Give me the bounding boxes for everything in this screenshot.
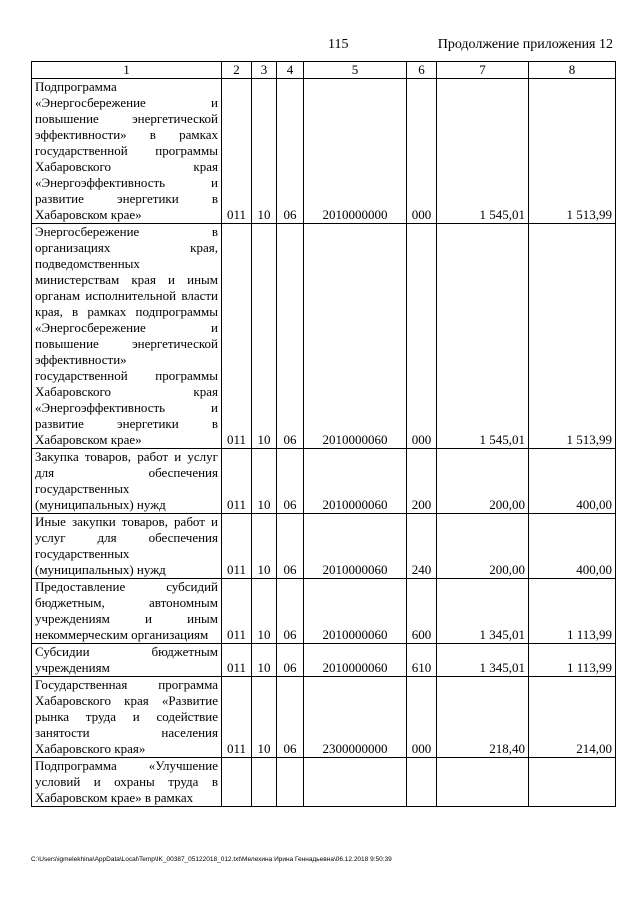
column-header: 8 (529, 62, 616, 79)
ministry-code (222, 758, 252, 807)
row-name: Иные закупки товаров, работ и услуг для обеспечения государственных (муниципальных) нужд (32, 514, 222, 579)
row-name: Подпрограмма «Энергосбережение и повышение энергетической эффективности» в рамках государственной программы Хабаровского края «Энергоэффективность и развитие энергетики в Хабаровском крае» (32, 79, 222, 224)
section-code: 10 (252, 677, 277, 758)
row-name: Закупка товаров, работ и услуг для обеспечения государственных (муниципальных) нужд (32, 449, 222, 514)
ministry-code: 011 (222, 449, 252, 514)
target-article-code (304, 758, 407, 807)
subsection-code: 06 (277, 79, 304, 224)
expense-type-code (407, 758, 437, 807)
section-code: 10 (252, 79, 277, 224)
table-row (32, 677, 616, 758)
ministry-code: 011 (222, 514, 252, 579)
expense-type-code: 000 (407, 79, 437, 224)
ministry-code: 011 (222, 79, 252, 224)
target-article-code: 2010000060 (304, 514, 407, 579)
amount-col8: 400,00 (529, 514, 616, 579)
table-row (32, 514, 616, 579)
table-row (32, 644, 616, 677)
column-header: 6 (407, 62, 437, 79)
column-header: 5 (304, 62, 407, 79)
table-row (32, 758, 616, 807)
row-name: Подпрограмма «Улучшение условий и охраны труда в Хабаровском крае» в рамках (32, 758, 222, 807)
budget-table (31, 61, 616, 807)
expense-type-code: 200 (407, 449, 437, 514)
amount-col8: 1 113,99 (529, 579, 616, 644)
amount-col7: 200,00 (437, 449, 529, 514)
section-code: 10 (252, 514, 277, 579)
ministry-code: 011 (222, 224, 252, 449)
amount-col8 (529, 758, 616, 807)
row-name: Энергосбережение в организациях края, подведомственных министерствам края и иным органам исполнительной власти края, в рамках подпрограммы «Энергосбережение и повышение энергетической эффективности» государственной программы Хабаровского края «Энергоэффективность и развитие энергетики в Хабаровском крае» (32, 224, 222, 449)
row-name: Предоставление субсидий бюджетным, автономным учреждениям и иным некоммерческим организациям (32, 579, 222, 644)
amount-col7: 1 545,01 (437, 79, 529, 224)
table-row (32, 449, 616, 514)
page-number: 115 (328, 37, 349, 52)
target-article-code: 2010000000 (304, 79, 407, 224)
column-header: 3 (252, 62, 277, 79)
amount-col8: 1 513,99 (529, 79, 616, 224)
section-code: 10 (252, 224, 277, 449)
row-name: Государственная программа Хабаровского края «Развитие рынка труда и содействие занятости населения Хабаровского края» (32, 677, 222, 758)
section-code: 10 (252, 449, 277, 514)
table-row (32, 79, 616, 224)
section-code: 10 (252, 579, 277, 644)
column-header: 7 (437, 62, 529, 79)
expense-type-code: 000 (407, 224, 437, 449)
ministry-code: 011 (222, 644, 252, 677)
expense-type-code: 000 (407, 677, 437, 758)
target-article-code: 2010000060 (304, 579, 407, 644)
subsection-code: 06 (277, 677, 304, 758)
column-number-row (32, 62, 616, 79)
amount-col7: 200,00 (437, 514, 529, 579)
section-code (252, 758, 277, 807)
target-article-code: 2010000060 (304, 644, 407, 677)
file-path-footer: C:\Users\igmelekhina\AppData\Local\Temp\IK_00387_05122018_012.txt\Мелехина Ирина Геннадьевна\06.12.2018 9:50:39 (31, 856, 392, 863)
ministry-code: 011 (222, 579, 252, 644)
expense-type-code: 610 (407, 644, 437, 677)
expense-type-code: 240 (407, 514, 437, 579)
table-row (32, 224, 616, 449)
amount-col7: 1 345,01 (437, 644, 529, 677)
ministry-code: 011 (222, 677, 252, 758)
row-name: Субсидии бюджетным учреждениям (32, 644, 222, 677)
table-row (32, 579, 616, 644)
section-code: 10 (252, 644, 277, 677)
subsection-code: 06 (277, 224, 304, 449)
subsection-code: 06 (277, 514, 304, 579)
column-header: 4 (277, 62, 304, 79)
amount-col8: 400,00 (529, 449, 616, 514)
subsection-code: 06 (277, 449, 304, 514)
expense-type-code: 600 (407, 579, 437, 644)
amount-col8: 214,00 (529, 677, 616, 758)
subsection-code: 06 (277, 644, 304, 677)
column-header: 2 (222, 62, 252, 79)
amount-col7: 1 545,01 (437, 224, 529, 449)
amount-col8: 1 113,99 (529, 644, 616, 677)
amount-col7 (437, 758, 529, 807)
amount-col7: 218,40 (437, 677, 529, 758)
target-article-code: 2010000060 (304, 449, 407, 514)
target-article-code: 2010000060 (304, 224, 407, 449)
subsection-code (277, 758, 304, 807)
amount-col7: 1 345,01 (437, 579, 529, 644)
subsection-code: 06 (277, 579, 304, 644)
column-header: 1 (32, 62, 222, 79)
continuation-label: Продолжение приложения 12 (437, 37, 613, 52)
target-article-code: 2300000000 (304, 677, 407, 758)
amount-col8: 1 513,99 (529, 224, 616, 449)
